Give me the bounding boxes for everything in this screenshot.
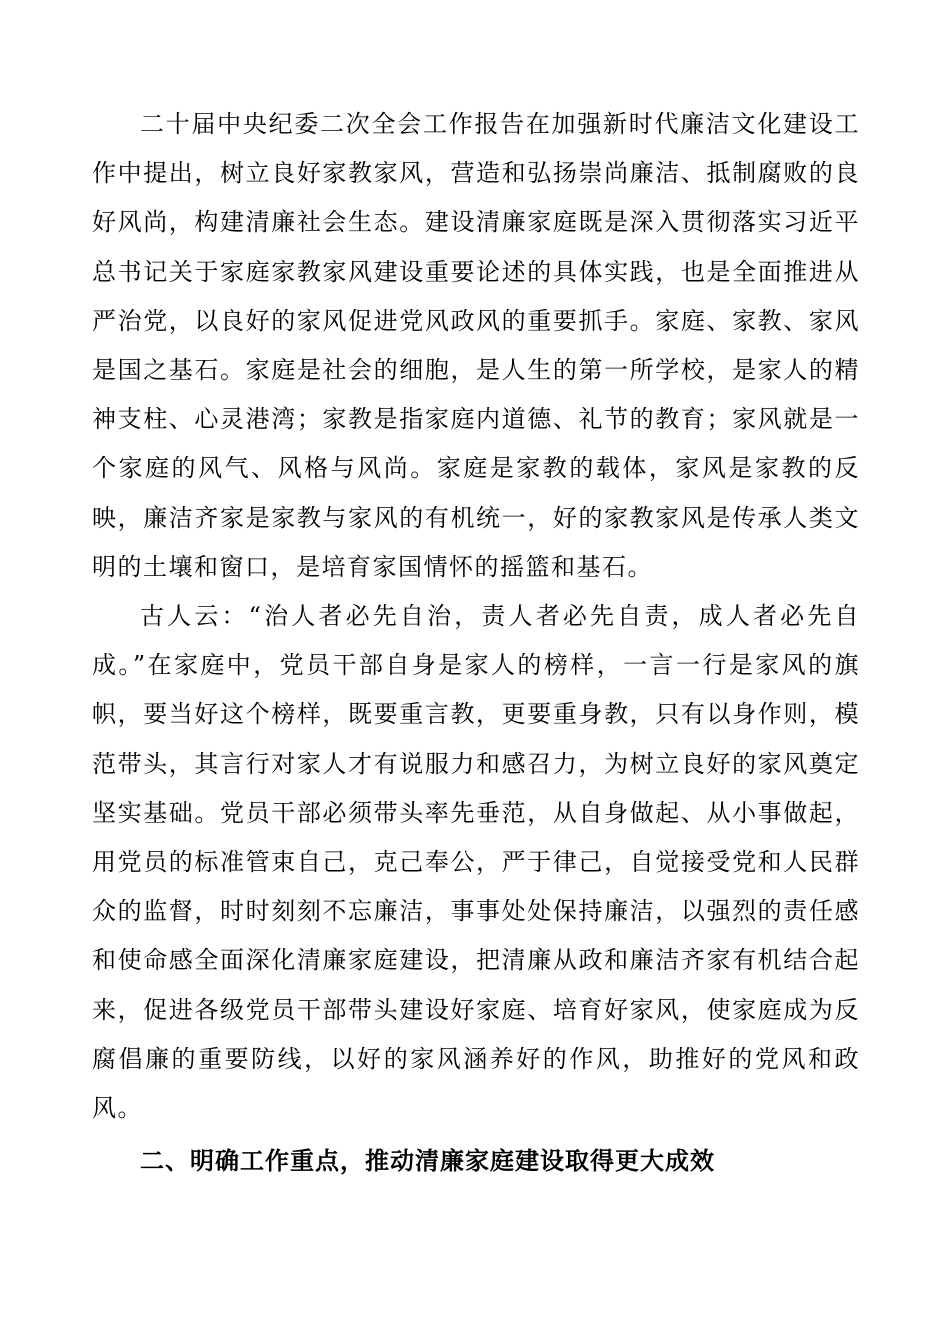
section-heading: 二、明确工作重点，推动清廉家庭建设取得更大成效 — [140, 1147, 715, 1176]
document-body — [92, 100, 860, 1186]
paragraph-family-tradition: 二十届中央纪委二次全会工作报告在加强新时代廉洁文化建设工作中提出，树立良好家教家风，营造和弘扬崇尚廉洁、抵制腐败的良好风尚，构建清廉社会生态。建设清廉家庭既是深入贯彻落实习近平总书记关于家庭家教家风建设重要论述的具体实践，也是全面推进从严治党，以良好的家风促进党风政风的重要抓手。家庭、家教、家风是国之基石。家庭是社会的细胞，是人生的第一所学校，是家人的精神支柱、心灵港湾；家教是指家庭内道德、礼节的教育；家风就是一个家庭的风气、风格与风尚。家庭是家教的载体，家风是家教的反映，廉洁齐家是家教与家风的有机统一，好的家教家风是传承人类文明的土壤和窗口，是培育家国情怀的摇篮和基石。 — [92, 110, 860, 581]
paragraph-self-discipline: 古人云：“治人者必先自治，责人者必先自责，成人者必先自成。”在家庭中，党员干部自身是家人的榜样，一言一行是家风的旗帜，要当好这个榜样，既要重言教，更要重身教，只有以身作则，模范带头，其言行对家人才有说服力和感召力，为树立良好的家风奠定坚实基础。党员干部必须带头率先垂范，从自身做起、从小事做起，用党员的标准管束自己，克己奉公，严于律己，自觉接受党和人民群众的监督，时时刻刻不忘廉洁，事事处处保持廉洁，以强烈的责任感和使命感全面深化清廉家庭建设，把清廉从政和廉洁齐家有机结合起来，促进各级党员干部带头建设好家庭、培育好家风，使家庭成为反腐倡廉的重要防线，以好的家风涵养好的作风，助推好的党风和政风。 — [92, 602, 860, 1123]
